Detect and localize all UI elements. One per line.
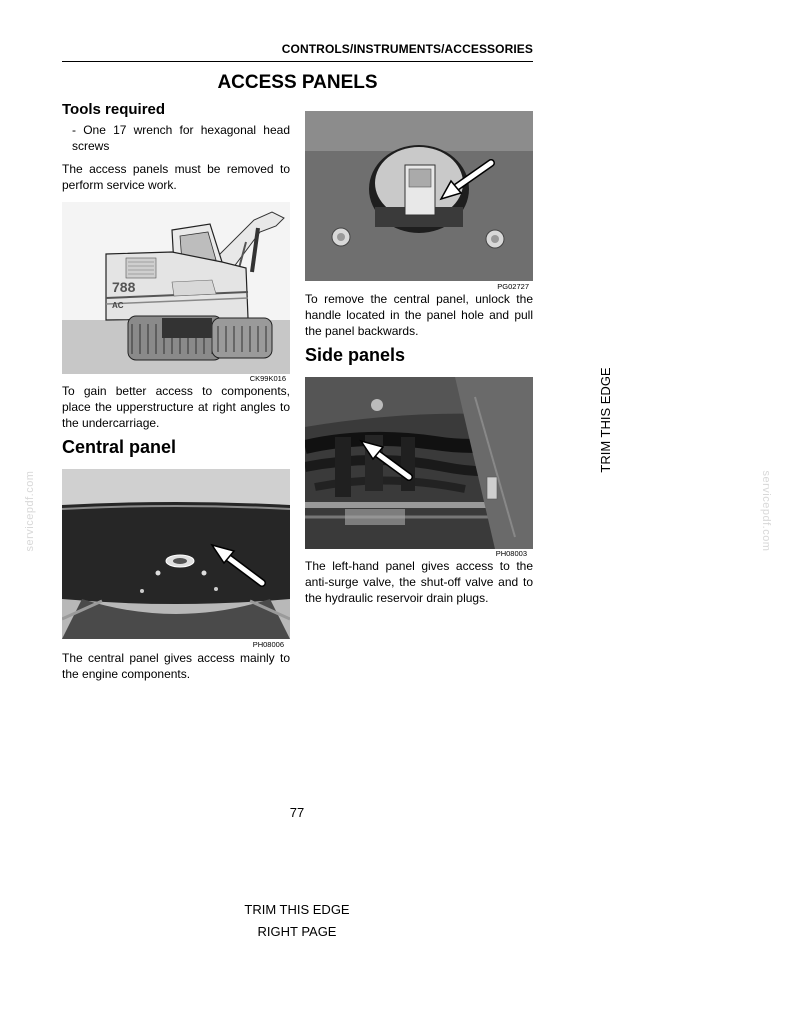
side-panel-photo (305, 377, 533, 549)
central-panel-figure-code: PH08006 (252, 640, 284, 649)
watermark-left: servicepdf.com (24, 470, 36, 552)
handle-figure-code: PG02727 (497, 282, 529, 291)
side-panel-figure (305, 377, 533, 549)
excavator-figure (62, 202, 290, 374)
trim-edge-bottom: TRIM THIS EDGE (244, 902, 350, 917)
page-title: ACCESS PANELS (217, 72, 378, 93)
central-panel-heading: Central panel (62, 437, 177, 457)
upperstructure-text: To gain better access to components, place the upperstructure at right angles to the undercarriage. (62, 384, 290, 430)
header-rule (62, 61, 533, 62)
side-panel-figure-code: PH08003 (495, 549, 527, 558)
tools-item (62, 122, 290, 154)
watermark-right: servicepdf.com (760, 470, 772, 552)
tools-heading: Tools required (62, 101, 166, 118)
list-dash (62, 122, 72, 154)
excavator-illustration (62, 202, 290, 374)
central-panel-figure (62, 469, 290, 639)
model-number: 788 (112, 279, 136, 295)
model-badge: AC (112, 301, 124, 310)
central-panel-photo (62, 469, 290, 639)
right-page-label: RIGHT PAGE (257, 924, 337, 939)
tools-item-row (62, 122, 290, 154)
side-panels-heading: Side panels (305, 345, 406, 365)
excavator-figure-code: CK99K016 (249, 374, 286, 383)
central-panel-text: The central panel gives access mainly to the engine components. (62, 651, 290, 681)
trim-edge-vertical: TRIM THIS EDGE (598, 367, 613, 473)
remove-panel-text: To remove the central panel, unlock the handle located in the panel hole and pull the panel backwards. (305, 292, 533, 338)
section-header: CONTROLS/INSTRUMENTS/ACCESSORIES (281, 42, 533, 56)
side-panels-text: The left-hand panel gives access to the anti-surge valve, the shut-off valve and to the hydraulic reservoir drain plugs. (305, 559, 533, 605)
tools-note: The access panels must be removed to perform service work. (62, 162, 290, 192)
tools-item-text: - One 17 wrench for hexagonal head screws (72, 123, 290, 153)
page-number: 77 (289, 805, 305, 820)
handle-figure (305, 111, 533, 281)
handle-photo (305, 111, 533, 281)
